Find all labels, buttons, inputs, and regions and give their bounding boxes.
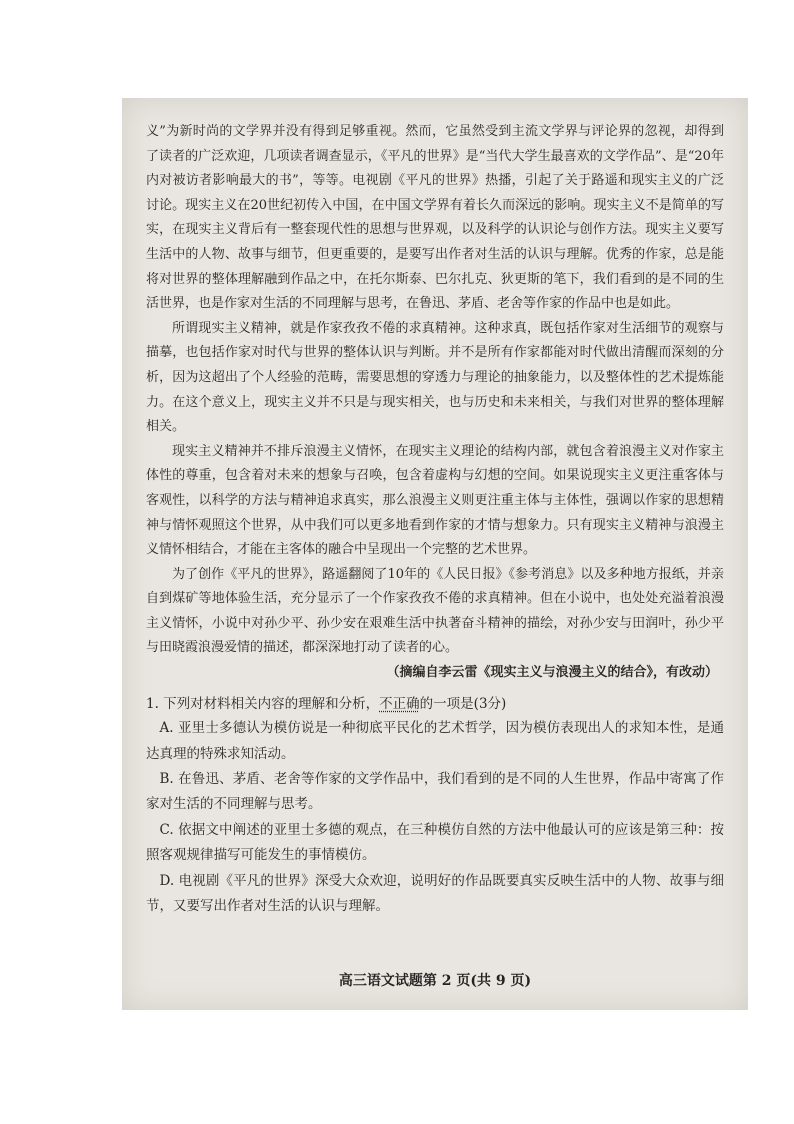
page-content [146,120,724,920]
question-1 [146,692,724,920]
exam-page [122,98,748,1010]
passage-paragraph-1: 义”为新时尚的文学界并没有得到足够重视。然而，它虽然受到主流文学界与评论界的忽视，却得到了读者的广泛欢迎，几项读者调查显示，《平凡的世界》是“当代大学生最喜欢的文学作品”、是“20年内对被访者影响最大的书”，等等。电视剧《平凡的世界》热播，引起了关于路遥和现实主义的广泛讨论。现实主义在20世纪初传入中国，在中国文学界有着长久而深远的影响。现实主义不是简单的写实，在现实主义背后有一整套现代性的思想与世界观，以及科学的认识论与创作方法。现实主义要写生活中的人物、故事与细节，但更重要的，是要写出作者对生活的认识与理解。优秀的作家，总是能将对世界的整体理解融到作品之中，在托尔斯泰、巴尔扎克、狄更斯的笔下，我们看到的是不同的生活世界，也是作家对生活的不同理解与思考，在鲁迅、茅盾、老舍等作家的作品中也是如此。 [146,124,724,312]
option-a: A. 亚里士多德认为模仿说是一种彻底平民化的艺术哲学，因为模仿表现出人的求知本性，是通达真理的特殊求知活动。 [146,720,724,762]
passage-source: （摘编自李云雷《现实主义与浪漫主义的结合》，有改动） [386,665,718,681]
question-title-post: 的一项是(3分) [419,695,507,712]
passage-paragraph-2: 所谓现实主义精神，就是作家孜孜不倦的求真精神。这种求真，既包括作家对生活细节的观察与描摹，也包括作家对时代与世界的整体认识与判断。并不是所有作家都能对时代做出清醒而深刻的分析，因为这超出了个人经验的范畴，需要思想的穿透力与理论的抽象能力，以及整体性的艺术提炼能力。在这个意义上，现实主义并不只是与现实相关，也与历史和未来相关，与我们对世界的整体理解相关。 [146,320,724,435]
option-d: D. 电视剧《平凡的世界》深受大众欢迎，说明好的作品既要真实反映生活中的人物、故事与细节，又要写出作者对生活的认识与理解。 [146,872,724,915]
option-b: B. 在鲁迅、茅盾、老舍等作家的文学作品中，我们看到的是不同的人生世界，作品中寄寓了作家对生活的不同理解与思考。 [146,771,724,813]
passage-paragraph-4: 为了创作《平凡的世界》，路遥翻阅了10年的《人民日报》《参考消息》以及多种地方报纸，并亲自到煤矿等地体验生活，充分显示了一个作家孜孜不倦的求真精神。但在小说中，也处处充溢着浪漫主义情怀，小说中对孙少平、孙少安在艰难生活中执著奋斗精神的描绘，对孙少安与田润叶，孙少平与田晓霞浪漫爱情的描述，都深深地打动了读者的心。 [146,566,724,656]
passage-paragraph-3: 现实主义精神并不排斥浪漫主义情怀，在现实主义理论的结构内部，就包含着浪漫主义对作家主体性的尊重，包含着对未来的想象与召唤，包含着虚构与幻想的空间。如果说现实主义更注重客体与客观性，以科学的方法与精神追求真实，那么浪漫主义则更注重主体与主体性，强调以作家的思想精神与情怀观照这个世界，从中我们可以更多地看到作家的才情与想象力。只有现实主义精神与浪漫主义情怀相结合，才能在主客体的融合中呈现出一个完整的艺术世界。 [146,443,724,558]
page-footer: 高三语文试题第 2 页(共 9 页) [338,973,532,989]
option-c: C. 依据文中阐述的亚里士多德的观点，在三种模仿自然的方法中他最认可的应该是第三种：按照客观规律描写可能发生的事情模仿。 [146,821,724,864]
question-title-pre: 1. 下列对材料相关内容的理解和分析， [146,695,380,712]
question-title-emphasis: 不正确 [379,695,420,712]
question-title [146,692,724,717]
